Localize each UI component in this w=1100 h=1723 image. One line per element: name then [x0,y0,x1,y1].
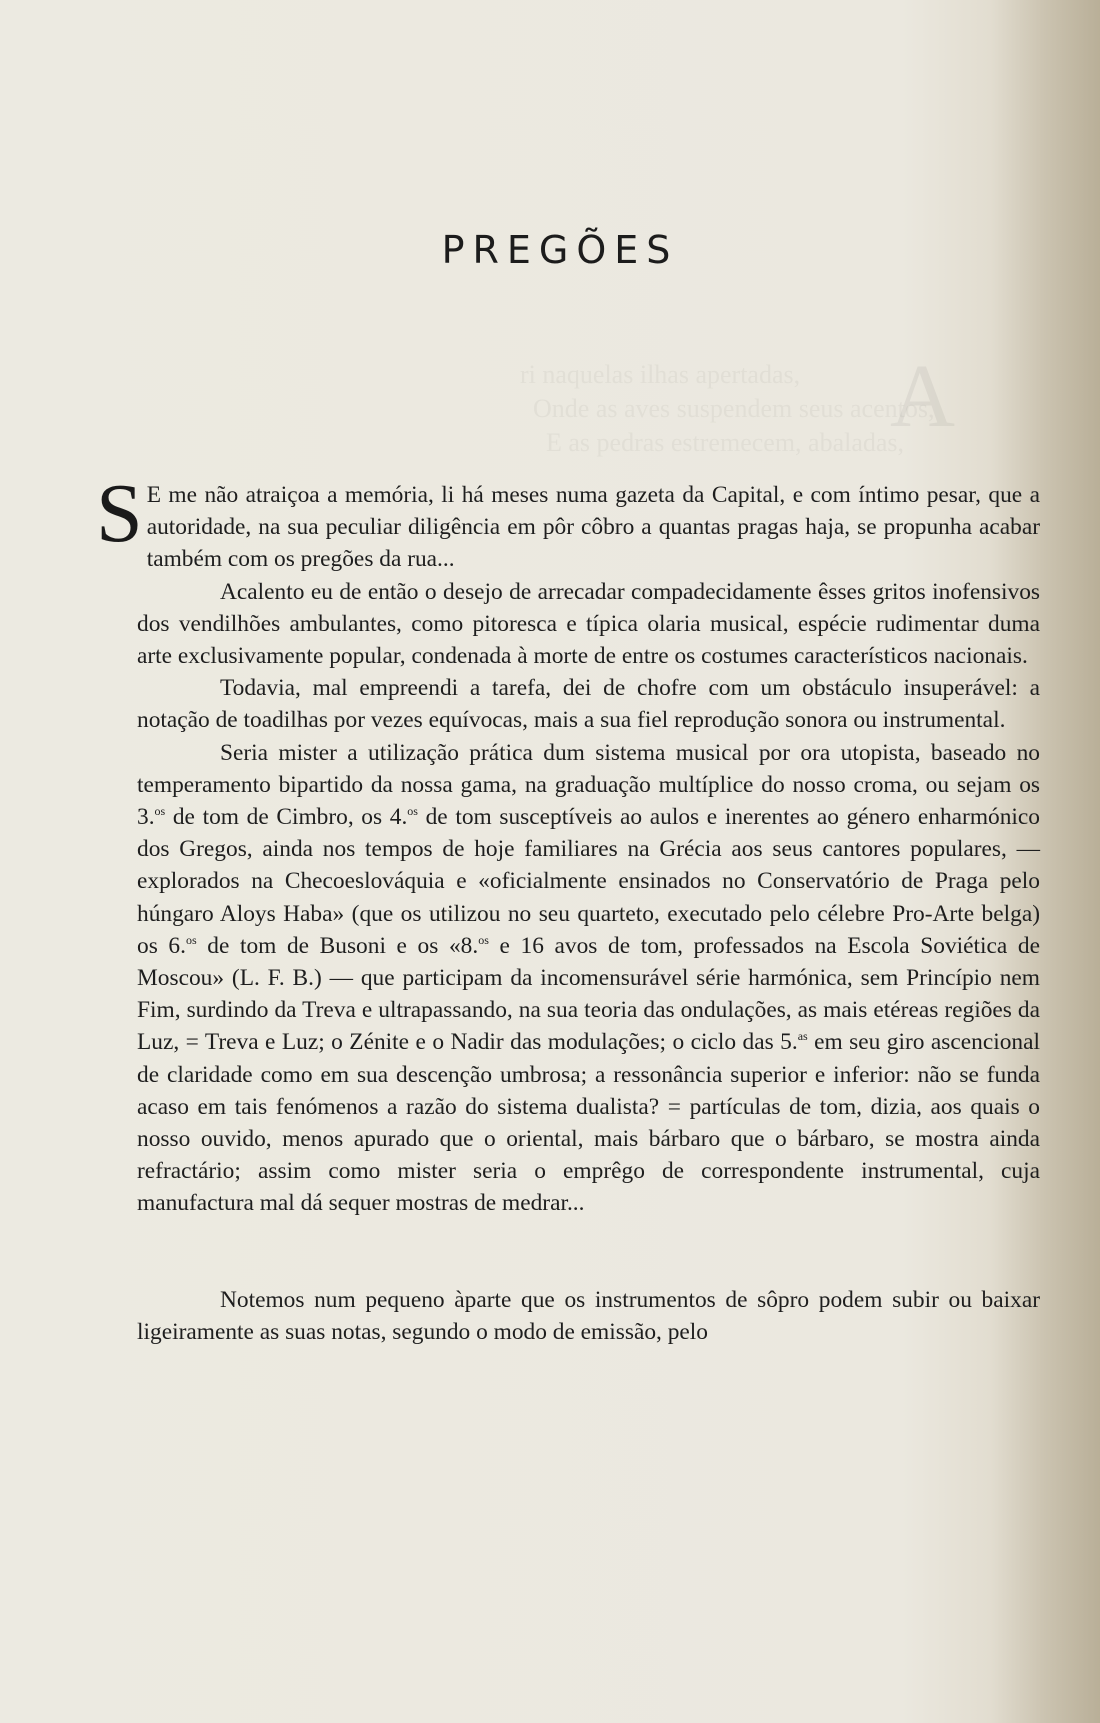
body-text [96,467,1040,1348]
paragraph-4-text-4: de tom de Busoni e os «8. [196,932,479,959]
paragraph-2: Acalento eu de então o desejo de arrecadar compadecidamente êsses gritos inofensivos dos vendilhões ambulantes, como pitoresca e típica olaria musical, espécie rudimentar duma arte exclusivamente popular, condenada à morte de entre os costumes característicos nacionais. [137,578,1040,670]
ordinal-suffix: as [797,1029,808,1044]
paragraph-4 [137,737,1040,1220]
paragraph-4-text-2: de tom de Cimbro, os 4. [165,804,408,831]
drop-cap: S [96,467,143,560]
paragraph-5: Notemos num pequeno àparte que os instrumentos de sôpro podem subir ou baixar ligeiramente as suas notas, segundo o modo de emissão, pelo [137,1286,1040,1345]
ordinal-suffix: os [478,932,489,947]
paragraph-4-text-6: em seu giro ascencional de claridade como em sua descenção umbrosa; a ressonância superior e inferior: não se funda acaso em tais fenómenos a razão do sistema dualista? = partículas de tom, dizia, aos quais o nosso ouvido, menos apurado que o oriental, mais bárbaro que o bárbaro, se mostra ainda refractário; assim como mister seria o emprêgo de correspondente instrumental, cuja manufactura mal dá sequer mostras de medrar... [137,1029,1040,1217]
paragraph-4-text-1: Seria mister a utilização prática dum sistema musical por ora utopista, baseado no temperamento bipartido da nossa gama, na graduação multíplice do nosso croma, ou sejam os 3. [137,739,1040,831]
paragraph-1 [96,467,1040,576]
show-through-initial: A [890,347,955,446]
ordinal-suffix: os [154,804,166,819]
ordinal-suffix: os [407,804,418,819]
paragraph-4-text-3: de tom susceptíveis ao aulos e inerentes ao género enharmónico dos Gregos, ainda nos tempos de hoje familiares na Grécia aos seus cantores populares, — explorados na Checoeslováquia e «oficialmente ensinados no Conservatório de Praga pelo húngaro Aloys Haba» (que os utilizou no seu quarteto, executado pelo célebre Pro-Arte belga) os 6. [137,804,1040,959]
ordinal-suffix: os [185,932,197,947]
page-title: PREGÕES [441,228,679,272]
paragraph-3: Todavia, mal empreendi a tarefa, dei de chofre com um obstáculo insuperável: a notação de toadilhas por vezes equívocas, mais a sua fiel reprodução sonora ou instrumental. [137,675,1040,734]
paragraph-1-text: E me não atraiçoa a memória, li há meses numa gazeta da Capital, e com íntimo pesar, que a autoridade, na sua peculiar diligência em pôr côbro a quantas pragas haja, se propunha acabar também com os pregões da rua... [146,482,1040,573]
paragraph-4-text-5: e 16 avos de tom, professados na Escola Soviética de Moscou» (L. F. B.) — que participam da incomensurável série harmónica, sem Princípio nem Fim, surdindo da Treva e ultrapassando, na sua teoria das ondulações, as mais etéreas regiões da Luz, = Treva e Luz; o Zénite e o Nadir das modulações; o ciclo das 5. [137,932,1040,1056]
show-through-verse: ri naquelas ilhas apertadas, Onde as aves suspendem seus acentos, E as pedras estremecem, abaladas, [520,360,935,457]
